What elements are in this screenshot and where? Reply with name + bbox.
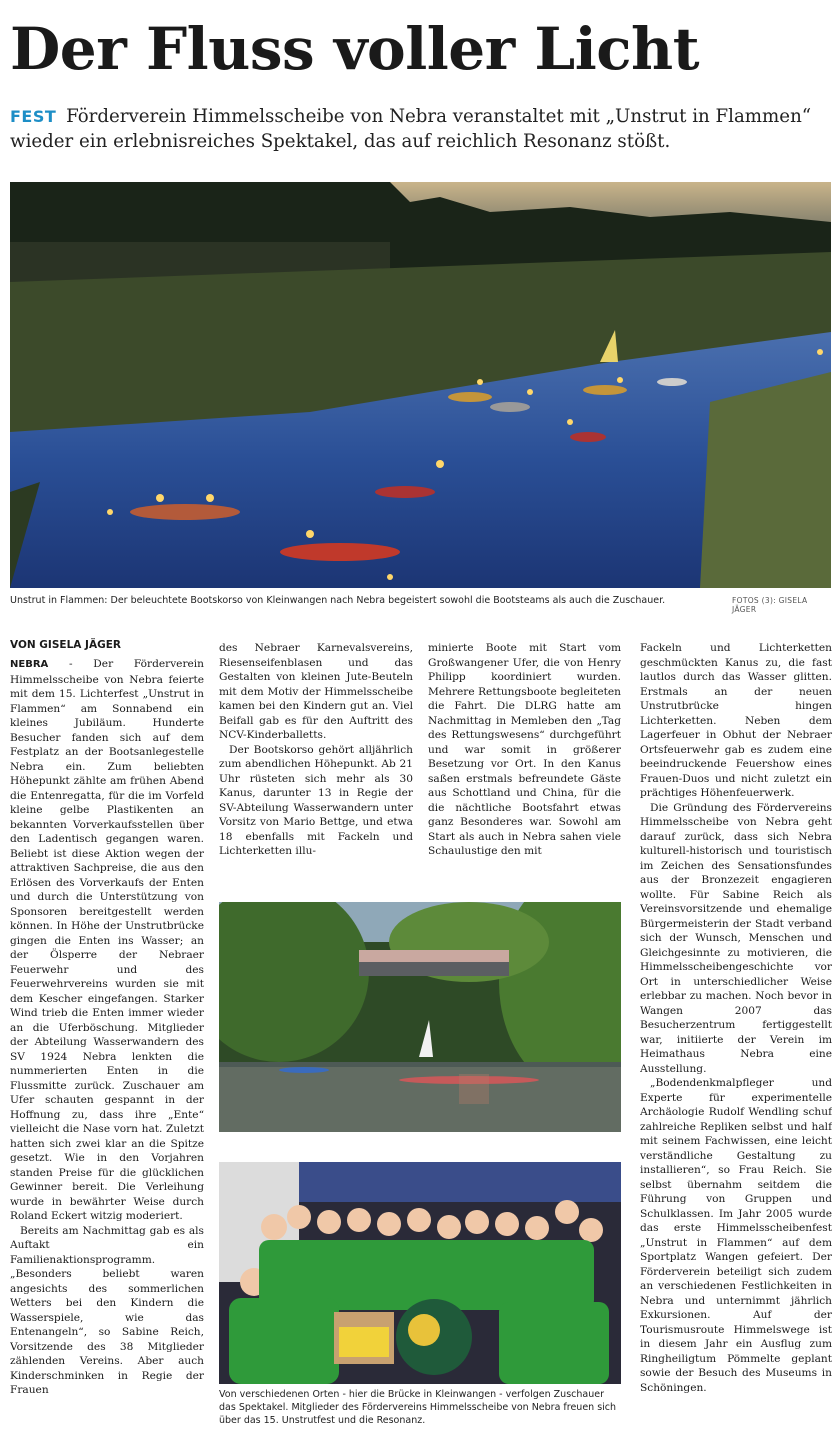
bridge-spectators-illustration [219,902,621,1132]
group-photo-caption: Von verschiedenen Orten - hier die Brücke in Kleinwangen - verfolgen Zuschauer das Spektakel. Mitglieder des Fördervereins Himmelsscheibe von Nebra freuen sich über das 15. Unstrutfest und die Resonanz. [219,1389,617,1426]
article-column-1 [10,657,204,1435]
paragraph: Fackeln und Lichterketten geschmückten Kanus zu, die fast lautlos durch das Wasser glitten. Erstmals an der neuen Unstrutbrücke hingen Lichterketten. Neben dem Lagerfeuer in Obhut der Nebraer Ortsfeuerwehr gab es zudem eine beeindruckende Feuershow eines Frauen-Duos und nicht zuletzt ein prächtiges Höhenfeuerwerk. [640,642,832,799]
main-photo-caption: Unstrut in Flammen: Der beleuchtete Bootskorso von Kleinwangen nach Nebra begeistert sowohl die Bootsteams als auch die Zuschauer. [10,595,666,606]
paragraph: des Nebraer Karnevalsvereins, Riesenseifenblasen und das Gestalten von kleinen Jute-Beuteln mit dem Motiv der Himmelsscheibe kamen bei den Kindern gut an. Viel Beifall gab es für den Auftritt des NCV-Kinderballetts. [219,642,413,741]
club-members-illustration [219,1162,621,1384]
photo-credit: FOTOS (3): GISELA JÄGER [732,596,808,614]
paragraph: minierte Boote mit Start vom Großwangener Ufer, die von Henry Philipp koordiniert wurden. Mehrere Rettungsboote begleiteten die Fahrt. Die DLRG hatte am Nachmittag in Memleben den „Tag des Rettungswesens“ durchgeführt und war somit in größerer Besetzung vor Ort. In den Kanus saßen erstmals befreundete Gäste aus Schottland und China, für die die nächtliche Bootsfahrt etwas ganz Besonderes war. Sowohl am Start als auch in Nebra sahen viele Schaulustige den mit [428,642,621,857]
article-column-3 [428,641,621,896]
article-column-2 [219,641,413,896]
kicker-tag: FEST [10,107,57,126]
main-photo-river-night [10,182,831,588]
boat-parade-illustration [10,182,831,588]
paragraph: Bereits am Nachmittag gab es als Auftakt ein Familienaktionsprogramm. „Besonders beliebt waren angesichts des sommerlichen Wetters bei den Kindern die Wasserspiele, wie das Entenangeln“, so Sabine Reich, Vorsitzende des 38 Mitglieder zählenden Vereins. Aber auch Kinderschminken in Regie der Frauen [10,1224,204,1396]
subheadline [10,104,830,154]
paragraph-text: - Der Förderverein Himmelsscheibe von Nebra feierte mit dem 15. Lichterfest „Unstrut in Flammen“ am Sonnabend ein kleines Jubiläum. Hunderte Besucher fanden sich auf dem Festplatz an der Bootsanlegestelle Nebra ein. Zum beliebten Höhepunkt zählte am frühen Abend die Entenregatta, für die im Vorfeld kleine gelbe Plastikenten an bekannten Vorverkaufsstellen über den Ladentisch gegangen waren. Beliebt ist diese Aktion wegen der attraktiven Sachpreise, die aus den Erlösen des Vorverkaufs der Enten und durch die Unterstützung von Sponsoren bereitgestellt werden können. In Höhe der Unstrutbrücke gingen die Enten ins Wasser; an der Ölsperre der Nebraer Feuerwehr und des Feuerwehrvereins wurden sie mit dem Kescher eingefangen. Starker Wind trieb die Enten immer wieder an die Uferböschung. Mitglieder der Abteilung Wasserwandern des SV 1924 Nebra lenkten die nummerierten Enten in die Flussmitte zurück. Zuschauer am Ufer schauten gespannt in der Hoffnung zu, dass ihre „Ente“ vielleicht die Nase vorn hat. Zuletzt hatten sich zwei klar an die Spitze gesetzt. Wie in den Vorjahren standen Preise für die glücklichen Gewinner bereit. Die Verleihung wurde in bewährter Weise durch Roland Eckert witzig moderiert. [10,658,204,1222]
group-photo [219,1162,621,1384]
paragraph: „Bodendenkmalpfleger und Experte für experimentelle Archäologie Rudolf Wendling schuf zahlreiche Repliken selbst und half mit seinem Fachwissen, eine leicht verständliche Gestaltung zu installieren“, so Frau Reich. Sie selbst übernahm seitdem die Führung von Gruppen und Schulklassen. Im Jahr 2005 wurde das erste Himmelsscheibenfest „Unstrut in Flammen“ auf dem Sportplatz Wangen gefeiert. Der Förderverein beteiligt sich zudem an verschiedenen Festlichkeiten in Nebra und unternimmt jährlich Exkursionen. Auf der Tourismusroute Himmelswege ist in diesem Jahr ein Ausflug zum Ringheiligtum Pömmelte geplant sowie der Besuch des Museums in Schöningen. [640,1077,832,1394]
paragraph [10,657,204,1224]
dateline: NEBRA [10,659,49,670]
paragraph: Die Gründung des Fördervereins Himmelsscheibe von Nebra geht darauf zurück, dass sich Nebra kulturell-historisch und touristisch im Zeichen des Sensationsfundes aus der Bronzezeit engagieren wollte. Für Sabine Reich als Vereinsvorsitzende und ehemalige Bürgermeisterin der Stadt verband sich der Wunsch, Menschen und Gleichgesinnte zu motivieren, die Himmelsscheibengeschichte vor Ort in unterschiedlicher Weise erlebbar zu machen. Noch bevor in Wangen 2007 das Besucherzentrum fertiggestellt war, initiierte der Verein im Heimathaus Nebra eine Ausstellung. [640,801,832,1075]
byline: VON GISELA JÄGER [10,639,121,651]
headline: Der Fluss voller Licht [10,15,700,83]
bridge-photo [219,902,621,1132]
subheadline-text: Förderverein Himmelsscheibe von Nebra veranstaltet mit „Unstrut in Flammen“ wieder ein erlebnisreiches Spektakel, das auf reichlich Resonanz stößt. [10,106,812,152]
article-column-4 [640,641,832,1436]
paragraph: Der Bootskorso gehört alljährlich zum abendlichen Höhepunkt. Ab 21 Uhr rüsteten sich mehr als 30 Kanus, darunter 13 in Regie der SV-Abteilung Wasserwandern unter Vorsitz von Mario Bettge, und etwa 18 ebenfalls mit Fackeln und Lichterketten illu- [219,743,413,857]
